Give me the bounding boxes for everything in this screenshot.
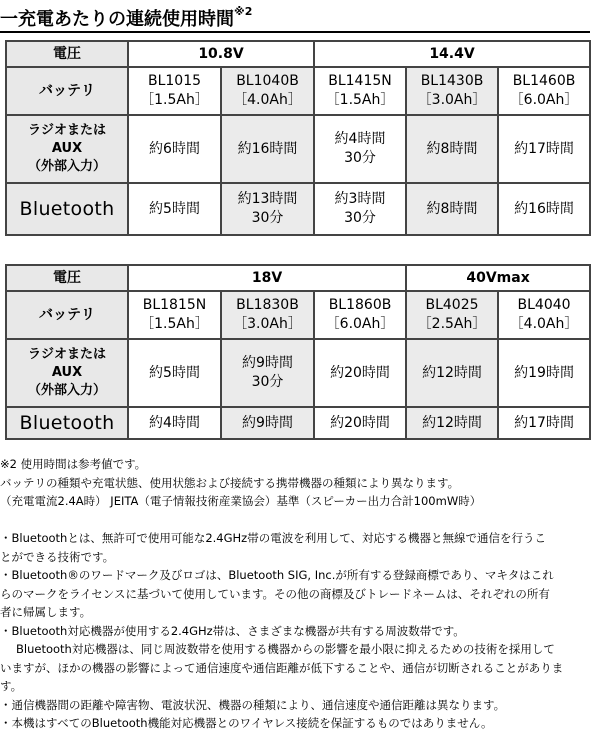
bluetooth-time-cell: 約5時間 xyxy=(128,183,221,235)
bluetooth-header: Bluetooth xyxy=(6,183,128,235)
voltage-14-4v: 14.4V xyxy=(314,41,590,67)
battery-cell: BL1430B ［3.0Ah］ xyxy=(406,67,498,115)
note-line: Bluetooth対応機器は、同じ周波数帯を使用する機器からの影響を最小限に抑えるための技術を採用して xyxy=(16,642,555,656)
note-line: ・Bluetooth対応機器が使用する2.4GHz帯は、さまざまな機器が共有する周波数帯です。 xyxy=(0,623,465,638)
title-text: 一充電あたりの連続使用時間 xyxy=(0,9,234,30)
radio-time-cell: 約5時間 xyxy=(128,339,221,407)
radio-time-cell: 約6時間 xyxy=(128,115,221,183)
voltage-40vmax: 40Vmax xyxy=(406,265,590,291)
battery-cell: BL1460B ［6.0Ah］ xyxy=(498,67,590,115)
note-line: ※2 使用時間は参考値です。 xyxy=(0,457,147,471)
note-line: バッテリの種類や充電状態、使用状態および接続する携帯機器の種類により異なります。 xyxy=(0,475,460,490)
battery-cell: BL4025 ［2.5Ah］ xyxy=(406,291,498,339)
note-line: ・通信機器間の距離や障害物、電波状況、機器の種類により、通信速度や通信距離は異なります。 xyxy=(0,697,506,712)
battery-header: バッテリ xyxy=(6,291,128,339)
battery-cell: BL1815N ［1.5Ah］ xyxy=(128,291,221,339)
battery-cell: BL1015 ［1.5Ah］ xyxy=(128,67,221,115)
bluetooth-time-cell: 約17時間 xyxy=(498,407,590,439)
bluetooth-time-cell: 約20時間 xyxy=(314,407,406,439)
radio-time-cell: 約17時間 xyxy=(498,115,590,183)
runtime-table-18v-40v xyxy=(5,264,591,440)
radio-aux-header: ラジオまたは AUX （外部入力） xyxy=(6,339,128,407)
page-title xyxy=(0,2,252,28)
radio-time-cell: 約4時間 30分 xyxy=(314,115,406,183)
bluetooth-time-cell: 約4時間 xyxy=(128,407,221,439)
note-spacer xyxy=(0,511,596,530)
battery-cell: BL1860B ［6.0Ah］ xyxy=(314,291,406,339)
radio-time-cell: 約19時間 xyxy=(498,339,590,407)
battery-cell: BL1415N ［1.5Ah］ xyxy=(314,67,406,115)
note-line: ・本機はすべてのBluetooth機能対応機器とのワイヤレス接続を保証するものではありません。 xyxy=(0,716,493,730)
voltage-18v: 18V xyxy=(128,265,406,291)
runtime-table-10v-14v xyxy=(5,40,591,236)
radio-time-cell: 約8時間 xyxy=(406,115,498,183)
battery-cell: BL1830B ［3.0Ah］ xyxy=(221,291,314,339)
bluetooth-time-cell: 約3時間 30分 xyxy=(314,183,406,235)
battery-cell: BL1040B ［4.0Ah］ xyxy=(221,67,314,115)
bluetooth-time-cell: 約13時間 30分 xyxy=(221,183,314,235)
title-underline xyxy=(0,31,590,33)
note-line: ・Bluetoothとは、無許可で使用可能な2.4GHz帯の電波を利用して、対応する機器と無線で通信を行うこ xyxy=(0,531,546,545)
voltage-header: 電圧 xyxy=(6,265,128,291)
note-line: す。 xyxy=(0,679,23,693)
radio-time-cell: 約16時間 xyxy=(221,115,314,183)
bluetooth-time-cell: 約8時間 xyxy=(406,183,498,235)
radio-time-cell: 約20時間 xyxy=(314,339,406,407)
bluetooth-header: Bluetooth xyxy=(6,407,128,439)
title-footnote-mark: ※2 xyxy=(234,5,253,18)
note-line: （充電電流2.4A時） JEITA（電子情報技術産業協会）基準（スピーカー出力合計100mW時） xyxy=(0,494,482,508)
voltage-10-8v: 10.8V xyxy=(128,41,314,67)
voltage-header: 電圧 xyxy=(6,41,128,67)
bluetooth-time-cell: 約12時間 xyxy=(406,407,498,439)
note-line: とができる技術です。 xyxy=(0,549,115,564)
note-line: らのマークをライセンスに基づいて使用しています。その他の商標及びトレードネームは、それぞれの所有 xyxy=(0,586,550,601)
bluetooth-time-cell: 約16時間 xyxy=(498,183,590,235)
radio-aux-header: ラジオまたは AUX （外部入力） xyxy=(6,115,128,183)
note-line: いますが、ほかの機器の影響によって通信速度や通信距離が低下することや、通信が切断されることがありま xyxy=(0,660,564,675)
battery-header: バッテリ xyxy=(6,67,128,115)
radio-time-cell: 約12時間 xyxy=(406,339,498,407)
bluetooth-time-cell: 約9時間 xyxy=(221,407,314,439)
radio-time-cell: 約9時間 30分 xyxy=(221,339,314,407)
note-line: ・Bluetooth®のワードマーク及びロゴは、Bluetooth SIG, Inc.が所有する登録商標であり、マキタはこれ xyxy=(0,568,554,582)
battery-cell: BL4040 ［4.0Ah］ xyxy=(498,291,590,339)
note-line: 者に帰属します。 xyxy=(0,605,92,619)
notes-block xyxy=(0,455,596,733)
